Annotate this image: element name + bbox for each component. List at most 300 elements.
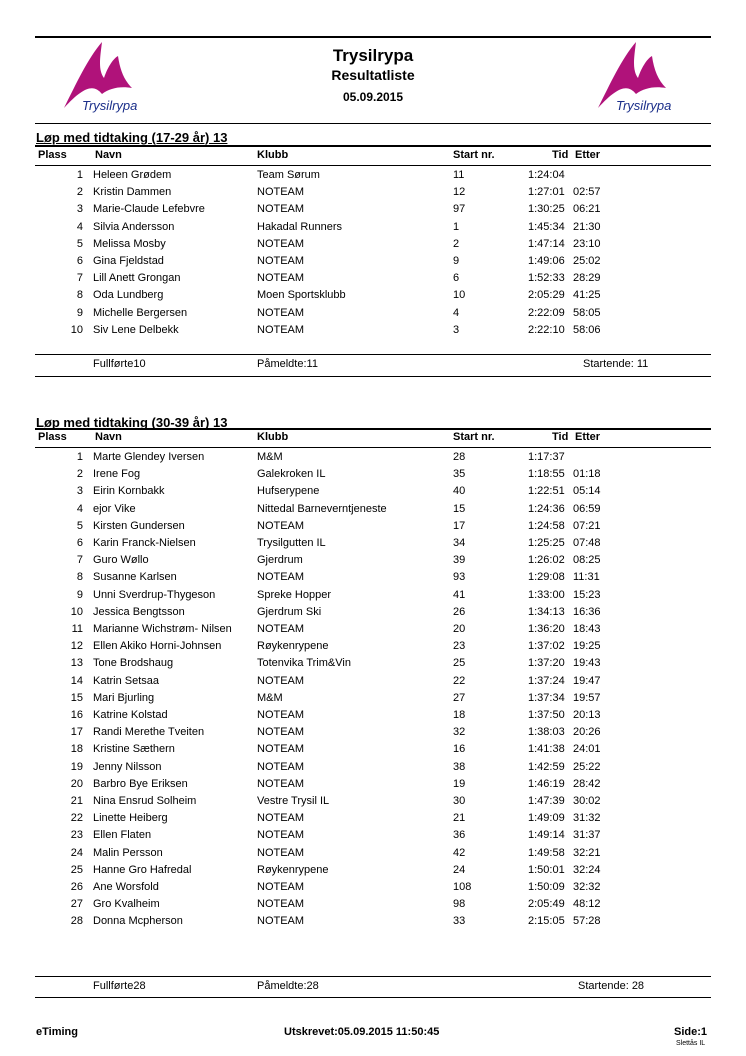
cell-etter: 20:13 (573, 709, 601, 721)
cell-tid: 1:41:38 (528, 743, 565, 756)
startende-count: Startende: 28 (578, 980, 645, 992)
table-row (35, 862, 711, 879)
cell-klubb: Hakadal Runners (257, 220, 342, 233)
section-foot-rule-top (35, 354, 711, 355)
cell-tid: 1:24:04 (528, 169, 565, 181)
cell-etter: 31:37 (573, 829, 601, 842)
cell-navn: Susanne Karlsen (93, 571, 177, 584)
table-row (35, 219, 711, 236)
cell-etter: 25:02 (573, 255, 601, 267)
cell-navn: Kirsten Gundersen (93, 519, 185, 532)
table-row (35, 741, 711, 758)
page-title: Trysilrypa (332, 46, 414, 65)
cell-start: 98 (453, 898, 466, 911)
cell-plass: 18 (70, 743, 83, 756)
cell-navn: Hanne Gro Hafredal (93, 863, 192, 876)
footer-app-name: eTiming (36, 1026, 78, 1038)
cell-plass: 13 (70, 657, 83, 670)
cell-tid: 2:22:10 (528, 323, 565, 336)
cell-etter: 31:32 (573, 812, 601, 825)
cell-klubb: NOTEAM (257, 186, 305, 199)
cell-navn: Jessica Bengtsson (93, 605, 185, 618)
cell-start: 108 (453, 881, 472, 893)
cell-start: 18 (453, 709, 466, 721)
cell-plass: 23 (70, 829, 83, 842)
cell-klubb: NOTEAM (257, 237, 305, 250)
cell-start: 16 (453, 743, 466, 756)
cell-plass: 24 (70, 846, 83, 859)
table-row (35, 604, 711, 621)
section-rule (35, 145, 711, 147)
cell-tid: 1:27:01 (528, 186, 565, 199)
cell-navn: Siv Lene Delbekk (93, 323, 179, 336)
table-row (35, 569, 711, 586)
footer-printed-at: Utskrevet:05.09.2015 11:50:45 (284, 1026, 440, 1038)
col-navn: Navn (95, 431, 122, 443)
cell-start: 20 (453, 623, 466, 635)
cell-navn: Linette Heiberg (93, 812, 168, 825)
cell-start: 28 (453, 451, 466, 463)
table-row (35, 552, 711, 569)
cell-etter: 58:05 (573, 306, 601, 319)
col-navn: Navn (95, 149, 122, 161)
cell-etter: 23:10 (573, 237, 601, 250)
cell-navn: Guro Wøllo (93, 554, 149, 567)
cell-tid: 1:18:55 (528, 468, 565, 481)
cell-plass: 9 (76, 306, 83, 319)
pameldte-count: Påmeldte:28 (257, 980, 319, 992)
cell-navn: Marte Glendey Iversen (93, 451, 205, 463)
table-row (35, 621, 711, 638)
startende-count: Startende: 11 (583, 358, 649, 370)
cell-navn: Ellen Akiko Horni-Johnsen (93, 640, 222, 653)
cell-start: 10 (453, 289, 466, 302)
cell-etter: 20:26 (573, 726, 601, 739)
logo-right-text: Trysilrypa (616, 98, 672, 113)
col-plass: Plass (38, 431, 67, 443)
table-row (35, 322, 711, 339)
cell-tid: 1:37:34 (528, 691, 565, 704)
cell-navn: Melissa Mosby (93, 237, 166, 250)
cell-klubb: NOTEAM (257, 726, 305, 739)
cell-tid: 1:49:14 (528, 829, 565, 842)
cell-etter: 41:25 (573, 289, 601, 302)
cell-plass: 16 (70, 709, 83, 721)
cell-start: 19 (453, 777, 466, 790)
footer-organizer: Slettås IL (676, 1040, 706, 1047)
cell-navn: Silvia Andersson (93, 220, 175, 233)
cell-navn: ejor Vike (93, 502, 136, 515)
cell-plass: 10 (70, 605, 83, 618)
cell-klubb: Spreke Hopper (257, 588, 331, 601)
cell-navn: Ane Worsfold (93, 881, 159, 893)
cell-navn: Marie-Claude Lefebvre (93, 203, 205, 216)
section-foot-rule-top (35, 976, 711, 977)
cell-klubb: NOTEAM (257, 203, 305, 216)
cell-start: 2 (453, 237, 460, 250)
cell-klubb: NOTEAM (257, 623, 305, 635)
cell-start: 30 (453, 795, 466, 807)
cell-plass: 19 (70, 760, 83, 773)
cell-etter: 07:21 (573, 519, 601, 532)
cell-etter: 19:43 (573, 657, 601, 670)
cell-start: 22 (453, 674, 466, 687)
cell-plass: 4 (76, 220, 83, 233)
table-row (35, 879, 711, 896)
table-row (35, 638, 711, 655)
table-row (35, 535, 711, 552)
cell-navn: Nina Ensrud Solheim (93, 795, 197, 807)
section-foot-rule-bottom (35, 376, 711, 377)
table-row (35, 270, 711, 287)
cell-start: 23 (453, 640, 466, 653)
cell-navn: Katrine Kolstad (93, 709, 168, 721)
cell-navn: Lill Anett Grongan (93, 272, 181, 285)
cell-tid: 1:37:02 (528, 640, 565, 653)
table-row (35, 724, 711, 741)
cell-plass: 20 (70, 777, 83, 790)
cell-start: 12 (453, 186, 466, 199)
cell-plass: 8 (76, 571, 83, 584)
cell-tid: 1:29:08 (528, 571, 565, 584)
section-title: Løp med tidtaking (17-29 år) 13 (36, 130, 228, 145)
cell-navn: Unni Sverdrup-Thygeson (93, 588, 216, 601)
cell-klubb: NOTEAM (257, 323, 305, 336)
cell-start: 38 (453, 760, 466, 773)
cell-klubb: Moen Sportsklubb (257, 289, 346, 302)
cell-plass: 12 (70, 640, 83, 653)
cell-navn: Heleen Grødem (93, 169, 172, 181)
cell-klubb: NOTEAM (257, 760, 305, 773)
cell-navn: Gro Kvalheim (93, 898, 160, 911)
cell-start: 9 (453, 255, 460, 267)
cell-tid: 1:36:20 (528, 623, 565, 635)
cell-plass: 3 (76, 203, 83, 216)
cell-etter: 08:25 (573, 554, 601, 567)
cell-etter: 57:28 (573, 915, 601, 928)
cell-start: 40 (453, 485, 466, 498)
cell-tid: 1:47:14 (528, 237, 565, 250)
cell-klubb: NOTEAM (257, 272, 305, 285)
cell-start: 15 (453, 502, 466, 515)
cell-klubb: NOTEAM (257, 898, 305, 911)
cell-klubb: NOTEAM (257, 255, 305, 267)
cell-klubb: NOTEAM (257, 519, 305, 532)
cell-etter: 06:59 (573, 502, 601, 515)
cell-tid: 2:15:05 (528, 915, 565, 928)
cell-plass: 22 (70, 812, 83, 825)
cell-navn: Karin Franck-Nielsen (93, 537, 196, 549)
cell-navn: Ellen Flaten (93, 829, 152, 842)
cell-tid: 1:26:02 (528, 554, 565, 567)
cell-tid: 1:45:34 (528, 220, 565, 233)
table-row (35, 587, 711, 604)
cell-start: 3 (453, 323, 460, 336)
cell-navn: Katrin Setsaa (93, 674, 160, 687)
cell-klubb: NOTEAM (257, 829, 305, 842)
cell-klubb: Hufserypene (257, 485, 320, 498)
table-row (35, 449, 711, 466)
cell-etter: 16:36 (573, 605, 601, 618)
cell-tid: 1:49:09 (528, 812, 565, 825)
cell-tid: 1:49:58 (528, 846, 565, 859)
cell-klubb: NOTEAM (257, 306, 305, 319)
cell-start: 97 (453, 203, 466, 216)
cell-klubb: Gjerdrum Ski (257, 605, 322, 618)
table-row (35, 466, 711, 483)
cell-etter: 30:02 (573, 795, 601, 807)
cell-plass: 7 (76, 554, 83, 567)
cell-start: 39 (453, 554, 466, 567)
cell-tid: 1:37:50 (528, 709, 565, 721)
table-row (35, 690, 711, 707)
cell-etter: 25:22 (573, 760, 601, 773)
cell-plass: 28 (70, 915, 83, 928)
cell-start: 32 (453, 726, 466, 739)
cell-navn: Irene Fog (93, 468, 141, 481)
cell-tid: 1:17:37 (528, 451, 565, 463)
cell-etter: 32:24 (573, 863, 601, 876)
cell-klubb: Totenvika Trim&Vin (257, 657, 351, 670)
cell-klubb: NOTEAM (257, 571, 305, 584)
cell-plass: 17 (70, 726, 83, 739)
col-tid: Tid (552, 149, 569, 161)
table-row (35, 287, 711, 304)
cell-plass: 27 (70, 898, 83, 911)
table-row (35, 673, 711, 690)
cell-etter: 24:01 (573, 743, 601, 756)
cell-klubb: Trysilgutten IL (257, 537, 326, 549)
table-row (35, 201, 711, 218)
cell-klubb: Nittedal Barneverntjeneste (257, 502, 387, 515)
event-date: 05.09.2015 (342, 90, 404, 104)
cell-plass: 11 (71, 623, 83, 635)
col-plass: Plass (38, 149, 67, 161)
table-row (35, 236, 711, 253)
header-row-rule (35, 165, 711, 166)
cell-start: 33 (453, 915, 466, 928)
table-row (35, 501, 711, 518)
cell-navn: Jenny Nilsson (93, 760, 162, 773)
col-klubb: Klubb (257, 431, 289, 443)
cell-start: 21 (453, 812, 466, 825)
cell-etter: 06:21 (573, 203, 601, 216)
cell-etter: 32:32 (573, 881, 601, 893)
cell-start: 6 (453, 272, 460, 285)
cell-klubb: Røykenrypene (257, 640, 329, 653)
fullforte-count: Fullførte10 (93, 358, 146, 370)
cell-tid: 1:37:20 (528, 657, 565, 670)
cell-navn: Randi Merethe Tveiten (93, 726, 205, 739)
cell-klubb: M&M (257, 691, 283, 704)
cell-start: 35 (453, 468, 466, 481)
cell-tid: 1:24:36 (528, 502, 565, 515)
cell-tid: 1:50:01 (528, 863, 565, 876)
cell-klubb: Gjerdrum (257, 554, 303, 567)
cell-plass: 9 (76, 588, 83, 601)
header-row-rule (35, 447, 711, 448)
cell-navn: Malin Persson (93, 846, 163, 859)
table-row (35, 655, 711, 672)
cell-plass: 2 (76, 468, 83, 481)
cell-tid: 1:46:19 (528, 777, 565, 790)
table-row (35, 305, 711, 322)
cell-etter: 15:23 (573, 588, 601, 601)
cell-start: 93 (453, 571, 466, 584)
cell-klubb: NOTEAM (257, 812, 305, 825)
cell-klubb: Galekroken IL (257, 468, 326, 481)
cell-start: 24 (453, 863, 466, 876)
page-subtitle: Resultatliste (331, 67, 415, 83)
cell-start: 25 (453, 657, 466, 670)
cell-tid: 1:42:59 (528, 760, 565, 773)
section-foot-rule-bottom (35, 997, 711, 998)
table-row (35, 913, 711, 930)
cell-klubb: Røykenrypene (257, 863, 329, 876)
table-row (35, 253, 711, 270)
cell-navn: Gina Fjeldstad (93, 255, 164, 267)
cell-tid: 1:34:13 (528, 605, 565, 618)
cell-navn: Oda Lundberg (93, 289, 164, 302)
table-row (35, 167, 711, 184)
col-klubb: Klubb (257, 149, 289, 161)
cell-tid: 2:22:09 (528, 306, 565, 319)
cell-plass: 26 (70, 881, 83, 893)
logo-left-text: Trysilrypa (82, 98, 138, 113)
cell-plass: 10 (70, 323, 83, 336)
cell-tid: 2:05:29 (528, 289, 565, 302)
table-row (35, 845, 711, 862)
cell-tid: 1:25:25 (528, 537, 565, 549)
cell-start: 34 (453, 537, 466, 549)
cell-etter: 18:43 (573, 623, 601, 635)
fullforte-count: Fullførte28 (93, 980, 146, 992)
cell-start: 27 (453, 691, 466, 704)
cell-etter: 07:48 (573, 537, 601, 549)
col-etter: Etter (575, 149, 601, 161)
cell-plass: 15 (70, 691, 83, 704)
table-row (35, 827, 711, 844)
cell-etter: 58:06 (573, 323, 601, 336)
cell-klubb: Vestre Trysil IL (257, 795, 330, 807)
table-row (35, 793, 711, 810)
cell-plass: 8 (76, 289, 83, 302)
cell-klubb: NOTEAM (257, 846, 305, 859)
table-row (35, 483, 711, 500)
cell-etter: 01:18 (573, 468, 601, 481)
header-bottom-rule (35, 123, 711, 124)
cell-klubb: Team Sørum (257, 169, 320, 181)
cell-start: 1 (453, 220, 460, 233)
cell-tid: 1:47:39 (528, 795, 565, 807)
col-etter: Etter (575, 431, 601, 443)
cell-navn: Donna Mcpherson (93, 915, 183, 928)
cell-etter: 48:12 (573, 898, 601, 911)
table-row (35, 896, 711, 913)
cell-tid: 1:49:06 (528, 255, 565, 267)
cell-klubb: NOTEAM (257, 743, 305, 756)
cell-klubb: M&M (257, 451, 283, 463)
cell-klubb: NOTEAM (257, 674, 305, 687)
cell-plass: 21 (70, 795, 83, 807)
cell-navn: Barbro Bye Eriksen (93, 777, 188, 790)
cell-plass: 2 (76, 186, 83, 199)
cell-plass: 1 (76, 169, 83, 181)
table-row (35, 759, 711, 776)
col-tid: Tid (552, 431, 569, 443)
cell-start: 42 (453, 846, 466, 859)
cell-navn: Kristine Sæthern (93, 743, 175, 756)
cell-navn: Marianne Wichstrøm- Nilsen (93, 623, 232, 635)
cell-klubb: NOTEAM (257, 777, 305, 790)
table-row (35, 810, 711, 827)
cell-plass: 5 (76, 519, 83, 532)
cell-tid: 1:22:51 (528, 485, 565, 498)
cell-navn: Tone Brodshaug (93, 657, 174, 670)
cell-etter: 19:47 (573, 674, 601, 687)
cell-plass: 1 (76, 451, 83, 463)
section-title: Løp med tidtaking (30-39 år) 13 (36, 415, 228, 430)
cell-navn: Kristin Dammen (93, 186, 172, 199)
cell-etter: 02:57 (573, 186, 601, 199)
table-row (35, 707, 711, 724)
cell-etter: 32:21 (573, 846, 601, 859)
cell-plass: 3 (76, 485, 83, 498)
cell-plass: 6 (76, 255, 83, 267)
cell-klubb: NOTEAM (257, 709, 305, 721)
cell-tid: 1:24:58 (528, 519, 565, 532)
col-start: Start nr. (453, 149, 495, 161)
cell-start: 4 (453, 306, 460, 319)
cell-tid: 1:38:03 (528, 726, 565, 739)
cell-plass: 6 (76, 537, 83, 549)
table-row (35, 776, 711, 793)
cell-start: 17 (453, 519, 466, 532)
cell-etter: 11:31 (573, 571, 600, 584)
pameldte-count: Påmeldte:11 (257, 358, 318, 370)
cell-start: 11 (453, 169, 465, 181)
footer-page-number: Side:1 (674, 1026, 708, 1038)
cell-etter: 21:30 (573, 220, 601, 233)
cell-start: 26 (453, 605, 466, 618)
cell-start: 41 (453, 588, 466, 601)
cell-tid: 1:37:24 (528, 674, 565, 687)
cell-plass: 7 (76, 272, 83, 285)
cell-navn: Eirin Kornbakk (93, 485, 165, 498)
table-row (35, 184, 711, 201)
table-row (35, 518, 711, 535)
cell-tid: 1:30:25 (528, 203, 565, 216)
cell-navn: Mari Bjurling (93, 691, 155, 704)
cell-tid: 1:52:33 (528, 272, 565, 285)
cell-plass: 5 (76, 237, 83, 250)
cell-tid: 1:33:00 (528, 588, 565, 601)
cell-plass: 14 (70, 674, 83, 687)
cell-navn: Michelle Bergersen (93, 306, 188, 319)
cell-tid: 1:50:09 (528, 881, 565, 893)
cell-klubb: NOTEAM (257, 915, 305, 928)
cell-plass: 25 (70, 863, 83, 876)
cell-klubb: NOTEAM (257, 881, 305, 893)
cell-etter: 28:42 (573, 777, 601, 790)
cell-tid: 2:05:49 (528, 898, 565, 911)
cell-etter: 05:14 (573, 485, 601, 498)
cell-plass: 4 (76, 502, 83, 515)
col-start: Start nr. (453, 431, 495, 443)
cell-etter: 28:29 (573, 272, 601, 285)
cell-etter: 19:57 (573, 691, 601, 704)
cell-start: 36 (453, 829, 466, 842)
